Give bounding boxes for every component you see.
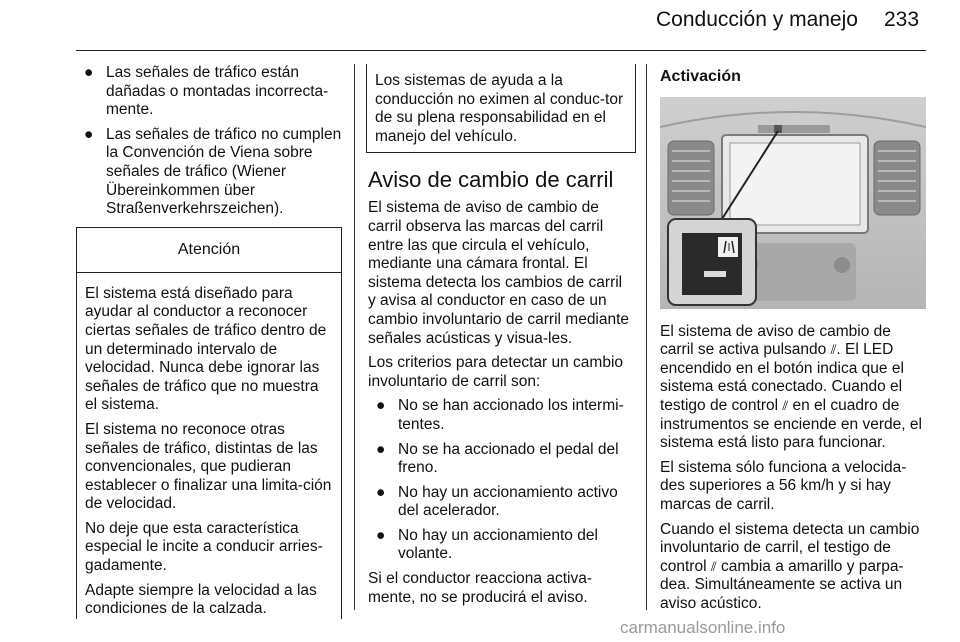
notice-text: Los sistemas de ayuda a la conducción no eximen al conduc-tor de su plena responsabilidad en el manejo del vehículo. <box>375 72 624 145</box>
lane-assist-icon: ⫽ <box>830 342 837 358</box>
page-number: 233 <box>884 8 920 31</box>
column-1 <box>76 64 342 625</box>
watermark: carmanualsonline.info <box>620 618 786 637</box>
notice-box <box>366 64 636 153</box>
lane-assist-icon: ⫽ <box>782 397 789 413</box>
dashboard-illustration <box>660 97 926 309</box>
speed-paragraph: El sistema sólo funciona a velocida-des superiores a 56 km/h y si hay marcas de carril. <box>660 458 907 513</box>
criteria-intro: Los criterios para detectar un cambio involuntario de carril son: <box>368 354 624 390</box>
header-title: Conducción y manejo <box>656 8 858 31</box>
criteria-list <box>368 397 634 564</box>
attention-box <box>76 227 342 619</box>
bullet-list <box>76 64 342 219</box>
column-divider <box>646 64 647 610</box>
attention-title: Atención <box>77 228 341 273</box>
intro-paragraph: El sistema de aviso de cambio de carril observa las marcas del carril entre las que circula el vehículo, mediante una cámara frontal. El sistema detecta los cambios de carril y avisa al conductor en caso de un cambio involuntario de carril mediante señales acústicas y visua-les. <box>368 199 630 347</box>
attention-paragraph: No deje que esta característica especial le incite a conducir arries-gadamente. <box>85 519 323 575</box>
list-item: ● No se han accionado los intermi-tentes. <box>376 397 624 433</box>
column-3 <box>660 64 926 620</box>
list-item: ● No se ha accionado el pedal del freno. <box>376 440 619 477</box>
column-2 <box>368 64 634 613</box>
subheading: Activación <box>660 68 741 85</box>
section-heading: Aviso de cambio de carril <box>368 167 614 193</box>
list-item: ● No hay un accionamiento activo del acelerador. <box>376 483 618 520</box>
closing-paragraph: Si el conductor reacciona activa-mente, no se producirá el aviso. <box>368 570 593 606</box>
column-divider <box>354 64 355 610</box>
list-item: ● Las señales de tráfico no cumplen la Convención de Viena sobre señales de tráfico (Wiener Übereinkommen über Straßenverkehrszeichen). <box>84 125 342 218</box>
header-rule <box>76 50 926 51</box>
attention-paragraph: El sistema no reconoce otras señales de tráfico, distintas de las convencionales, que pudieran establecer o finalizar una limita-ción de velocidad. <box>85 420 332 513</box>
warning-paragraph: Cuando el sistema detecta un cambio involuntario de carril, el testigo de control ⫽ cambia a amarillo y parpa-dea. Simultáneamente se activa un aviso acústico. <box>660 520 920 612</box>
attention-paragraph: Adapte siempre la velocidad a las condiciones de la calzada. <box>85 581 317 618</box>
attention-paragraph: El sistema está diseñado para ayudar al conductor a reconocer ciertas señales de tráfico dentro de un determinado intervalo de velocidad. Nunca debe ignorar las señales de tráfico que no muestra el sistema. <box>85 284 327 414</box>
list-item: ● Las señales de tráfico están dañadas o montadas incorrecta-mente. <box>84 64 329 119</box>
lane-assist-icon: ⫽ <box>710 558 717 574</box>
list-item: ● No hay un accionamiento del volante. <box>376 526 598 563</box>
activation-paragraph: El sistema de aviso de cambio de carril se activa pulsando ⫽. El LED encendido en el botón indica que el sistema está conectado. Cuando el testigo de control ⫽ en el cuadro de instrumentos se enciende en verde, el sistema está listo para funcionar. <box>660 322 922 452</box>
